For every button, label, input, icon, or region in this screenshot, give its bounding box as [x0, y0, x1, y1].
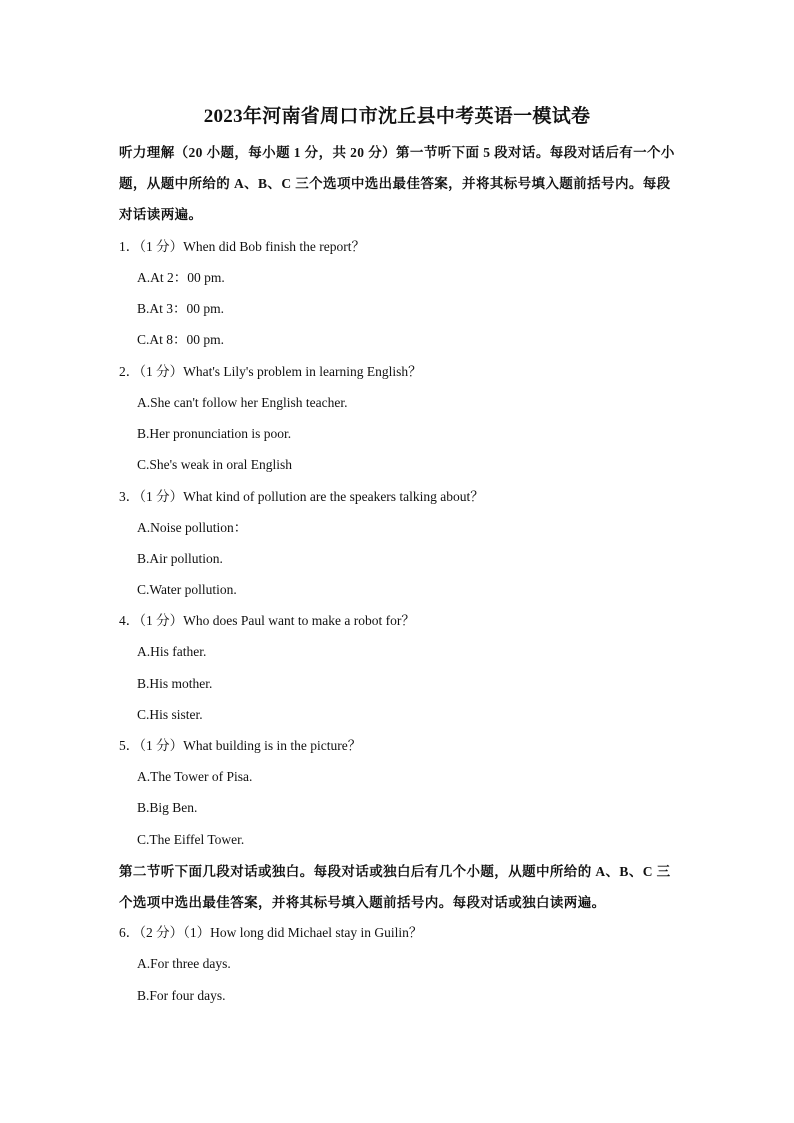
question-3-option-b: B.Air pollution. [137, 551, 223, 566]
section2-instructions [119, 856, 679, 918]
section2-line: 个选项中选出最佳答案，并将其标号填入题前括号内。每段对话或独白读两遍。 [119, 895, 606, 910]
question-2-option-b: B.Her pronunciation is poor. [137, 426, 292, 441]
question-5-option-b: B.Big Ben. [137, 800, 198, 815]
question-5-option-a: A.The Tower of Pisa. [137, 769, 253, 784]
question-4-option-b: B.His mother. [137, 676, 213, 691]
question-3-stem: 3．（1 分）What kind of pollution are the speakers talking about？ [119, 489, 484, 504]
question-1-option-b: B.At 3：00 pm. [137, 301, 225, 316]
question-6-stem: 6．（2 分）（1）How long did Michael stay in Guilin？ [119, 925, 423, 940]
question-2-stem: 2．（1 分）What's Lily's problem in learning English？ [119, 364, 422, 379]
section1-instructions [119, 137, 679, 230]
section1-line: 题，从题中所给的 A、B、C 三个选项中选出最佳答案，并将其标号填入题前括号内。每段 [119, 176, 671, 191]
question-1-option-a: A.At 2：00 pm. [137, 270, 225, 285]
question-3-option-c: C.Water pollution. [137, 582, 237, 597]
question-1-stem: 1．（1 分）When did Bob finish the report？ [119, 239, 365, 254]
question-5-stem: 5．（1 分）What building is in the picture？ [119, 738, 362, 753]
question-4-option-a: A.His father. [137, 644, 207, 659]
question-4-option-c: C.His sister. [137, 707, 203, 722]
question-5-option-c: C.The Eiffel Tower. [137, 832, 245, 847]
section1-line: 对话读两遍。 [119, 207, 203, 222]
question-4-stem: 4．（1 分）Who does Paul want to make a robot for？ [119, 613, 415, 628]
question-2-option-c: C.She's weak in oral English [137, 457, 293, 472]
question-6-option-b: B.For four days. [137, 988, 226, 1003]
question-2-option-a: A.She can't follow her English teacher. [137, 395, 348, 410]
question-1-option-c: C.At 8：00 pm. [137, 332, 225, 347]
question-3-option-a: A.Noise pollution： [137, 520, 248, 535]
section2-line: 第二节听下面几段对话或独白。每段对话或独白后有几个小题，从题中所给的 A、B、C 三 [119, 864, 671, 879]
question-6-option-a: A.For three days. [137, 956, 231, 971]
page-title: 2023年河南省周口市沈丘县中考英语一模试卷 [203, 106, 591, 127]
section1-line: 听力理解（20 小题，每小题 1 分，共 20 分）第一节听下面 5 段对话。每段对话后有一个小 [119, 145, 675, 160]
